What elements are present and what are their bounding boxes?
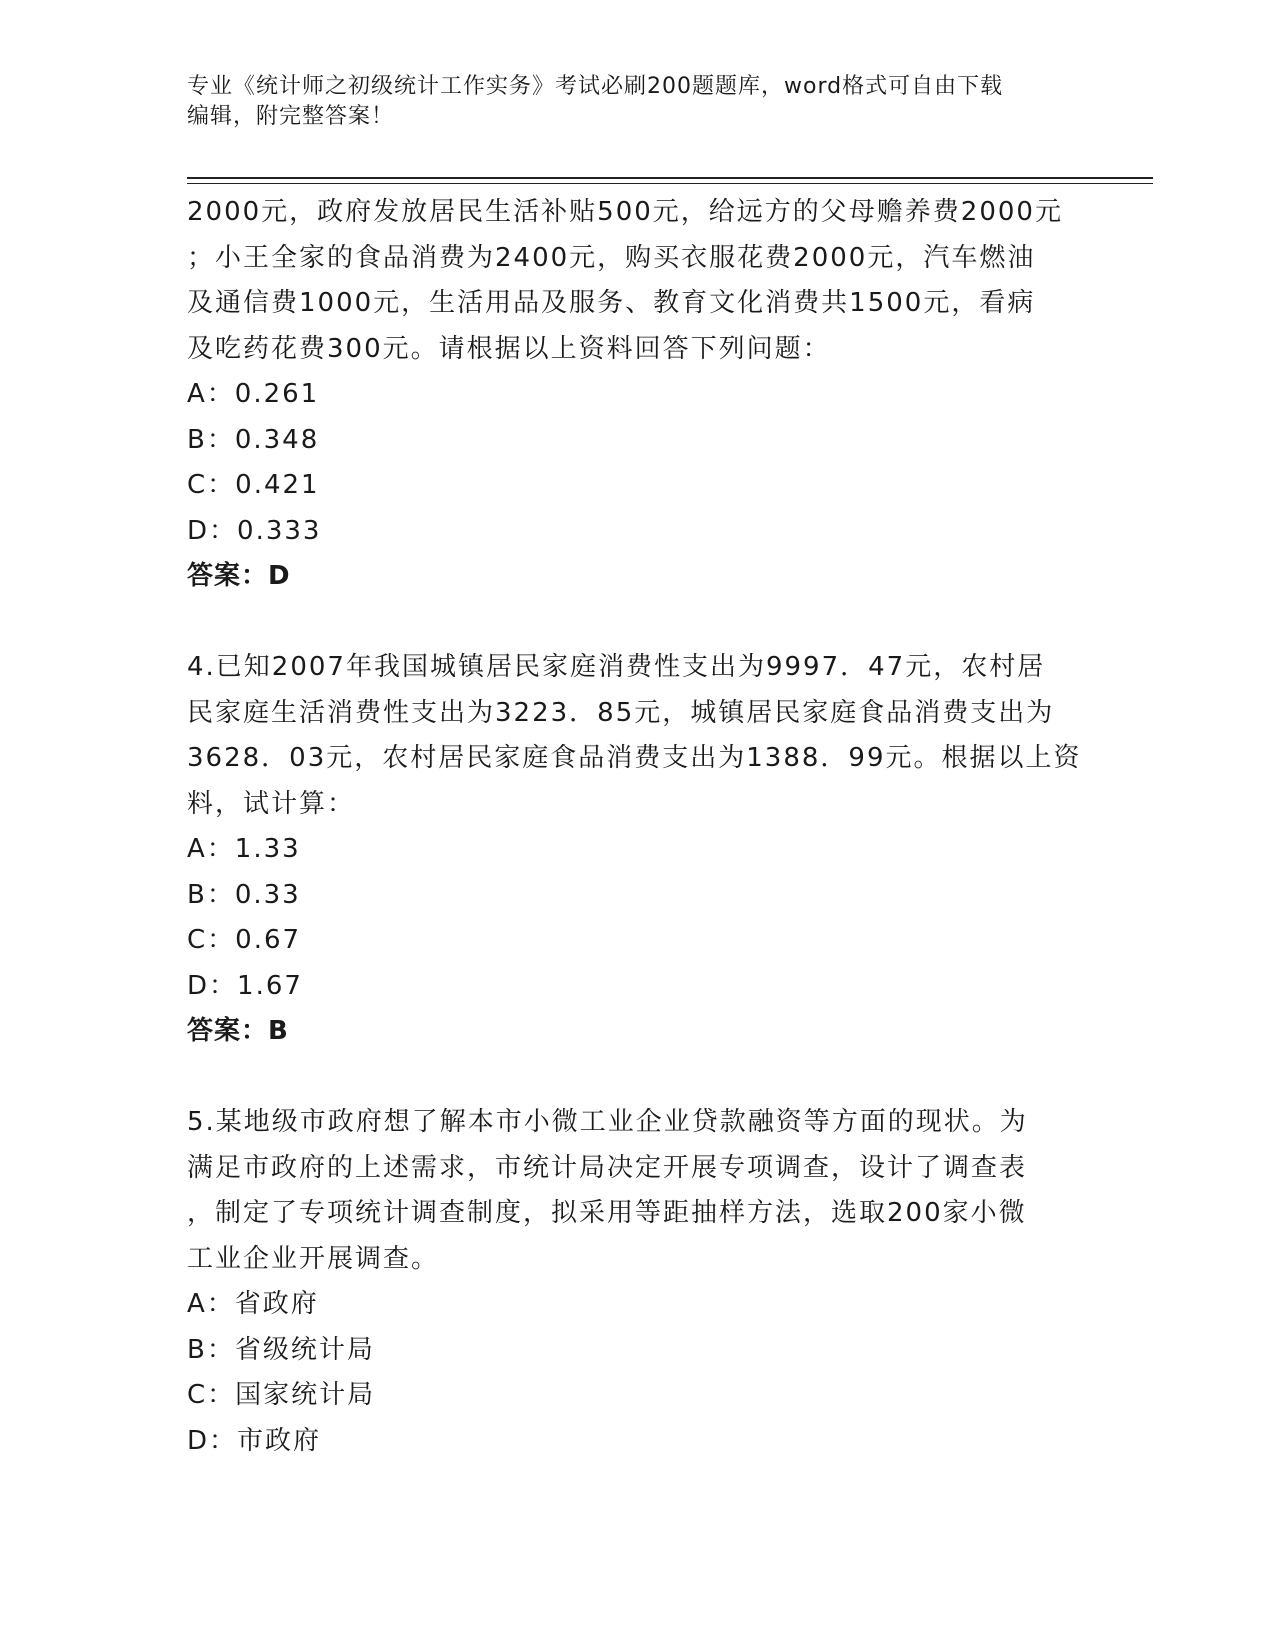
question-text-line: 工业企业开展调查。 bbox=[187, 1243, 440, 1274]
question-text-line: ，制定了专项统计调查制度，拟采用等距抽样方法，选取200家小微 bbox=[187, 1198, 1027, 1228]
question-text-line: 2000元，政府发放居民生活补贴500元，给远方的父母赡养费2000元 bbox=[187, 197, 1063, 227]
question-text-line: 民家庭生活消费性支出为3223．85元，城镇居民家庭食品消费支出为 bbox=[187, 697, 1055, 728]
header-divider-thick bbox=[187, 177, 1153, 179]
question-text-line: 满足市政府的上述需求，市统计局决定开展专项调查，设计了调查表 bbox=[187, 1152, 1028, 1183]
question-text-line: 4.已知2007年我国城镇居民家庭消费性支出为9997．47元，农村居 bbox=[187, 652, 1046, 682]
option-b: B：0.348 bbox=[187, 424, 320, 455]
answer-label: 答案：B bbox=[187, 1016, 289, 1046]
question-text-line: 5.某地级市政府想了解本市小微工业企业贷款融资等方面的现状。为 bbox=[187, 1107, 1028, 1137]
question-5 bbox=[187, 1100, 1087, 1464]
option-a: A：1.33 bbox=[187, 834, 301, 864]
question-text-line: 3628．03元，农村居民家庭食品消费支出为1388．99元。根据以上资 bbox=[187, 743, 1082, 773]
option-c: C：国家统计局 bbox=[187, 1380, 376, 1410]
option-c: C：0.421 bbox=[187, 470, 320, 500]
question-text-line: 料，试计算： bbox=[187, 788, 356, 819]
option-c: C：0.67 bbox=[187, 925, 302, 955]
answer-label: 答案：D bbox=[187, 561, 291, 591]
option-a: A：省政府 bbox=[187, 1289, 319, 1319]
question-3 bbox=[187, 190, 1087, 600]
header-line-1: 专业《统计师之初级统计工作实务》考试必刷200题题库，word格式可自由下载 bbox=[187, 74, 1004, 99]
header-line-2: 编辑，附完整答案！ bbox=[187, 104, 395, 129]
spacer bbox=[187, 600, 1087, 646]
option-b: B：省级统计局 bbox=[187, 1334, 375, 1365]
question-4 bbox=[187, 645, 1087, 1055]
option-d: D：0.333 bbox=[187, 515, 322, 546]
question-text-line: 及吃药花费300元。请根据以上资料回答下列问题： bbox=[187, 333, 831, 364]
question-text-line: 及通信费1000元，生活用品及服务、教育文化消费共1500元，看病 bbox=[187, 288, 1036, 318]
option-d: D：市政府 bbox=[187, 1425, 322, 1456]
option-d: D：1.67 bbox=[187, 970, 303, 1001]
question-text-line: ；小王全家的食品消费为2400元，购买衣服花费2000元，汽车燃油 bbox=[187, 242, 1036, 273]
option-b: B：0.33 bbox=[187, 879, 301, 910]
document-body bbox=[187, 190, 1087, 1464]
option-a: A：0.261 bbox=[187, 379, 320, 409]
document-header bbox=[187, 72, 1087, 132]
header-divider-thin bbox=[187, 183, 1153, 184]
spacer bbox=[187, 1055, 1087, 1101]
